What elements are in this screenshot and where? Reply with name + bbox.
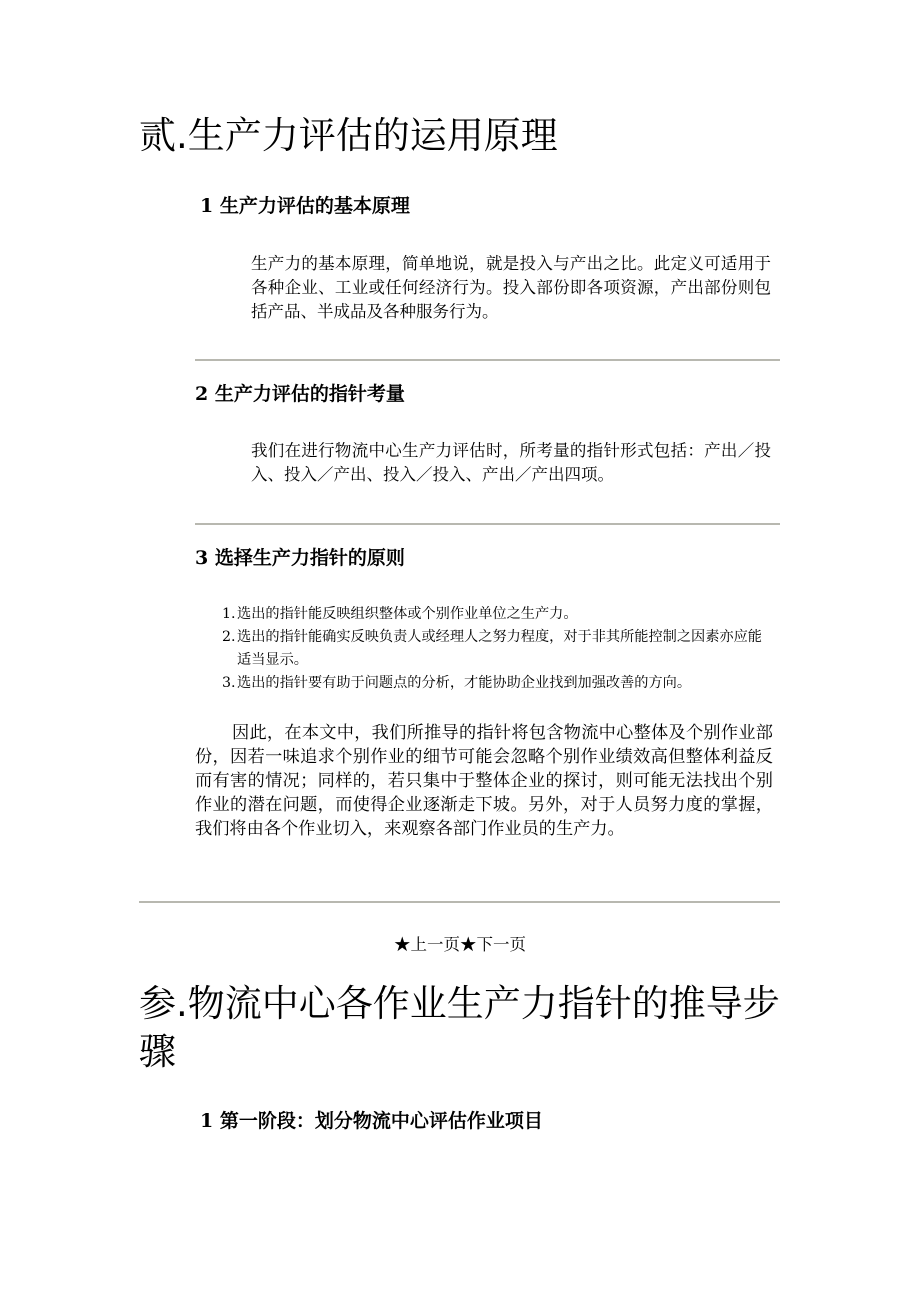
section-title: 参.物流中心各作业生产力指针的推导步骤 bbox=[139, 982, 780, 1073]
divider bbox=[195, 523, 780, 525]
principles-list bbox=[222, 603, 774, 695]
list-item bbox=[222, 603, 774, 626]
list-item-number: 1. bbox=[222, 606, 236, 622]
page-navigation bbox=[0, 933, 920, 957]
divider bbox=[195, 359, 780, 361]
list-item-text: 选出的指针能反映组织整体或个别作业单位之生产力。 bbox=[237, 606, 578, 622]
list-item-number: 2. bbox=[222, 629, 236, 645]
list-item-text: 选出的指针要有助于问题点的分析，才能协助企业找到加强改善的方向。 bbox=[237, 675, 692, 691]
next-page-link[interactable]: ★下一页 bbox=[460, 935, 526, 954]
subsection-heading: 1 生产力评估的基本原理 bbox=[200, 195, 410, 217]
paragraph: 生产力的基本原理，简单地说，就是投入与产出之比。此定义可适用于各种企业、工业或任何经济行为。投入部份即各项资源，产出部份则包括产品、半成品及各种服务行为。 bbox=[251, 254, 771, 321]
list-item bbox=[222, 626, 774, 672]
subsection-heading: 3 选择生产力指针的原则 bbox=[195, 547, 405, 569]
paragraph: 我们在进行物流中心生产力评估时，所考量的指针形式包括：产出／投入、投入／产出、投入／投入、产出／产出四项。 bbox=[251, 441, 771, 484]
subsection-heading: 2 生产力评估的指针考量 bbox=[195, 383, 405, 405]
subsection-heading: 1 第一阶段：划分物流中心评估作业项目 bbox=[200, 1110, 543, 1132]
list-item-number: 3. bbox=[222, 675, 236, 691]
divider bbox=[139, 901, 780, 903]
body-paragraph: 因此，在本文中，我们所推导的指针将包含物流中心整体及个别作业部份，因若一味追求个别作业的细节可能会忽略个别作业绩效高但整体利益反而有害的情况；同样的，若只集中于整体企业的探讨，则可能无法找出个别作业的潜在问题，而使得企业逐渐走下坡。另外，对于人员努力度的掌握，我们将由各个作业切入，来观察各部门作业员的生产力。 bbox=[195, 723, 773, 839]
list-item bbox=[222, 672, 774, 695]
prev-page-link[interactable]: ★上一页 bbox=[394, 935, 460, 954]
section-title: 贰.生产力评估的运用原理 bbox=[139, 114, 558, 157]
list-item-text: 选出的指针能确实反映负责人或经理人之努力程度，对于非其所能控制之因素亦应能适当显示。 bbox=[237, 629, 762, 668]
